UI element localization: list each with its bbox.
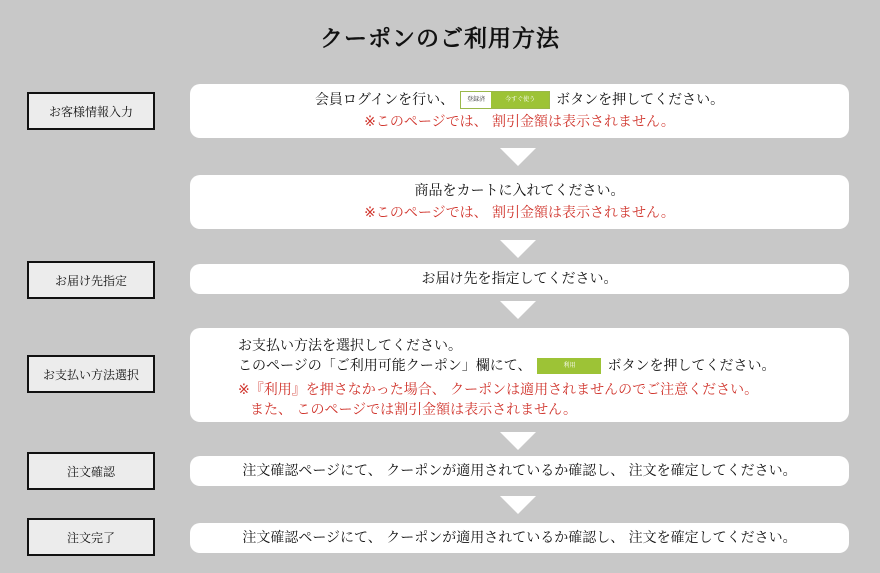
down-arrow-icon	[500, 432, 536, 450]
cart-instruction: 商品をカートに入れてください。	[414, 183, 625, 199]
down-arrow-icon	[500, 496, 536, 514]
confirm-instruction: 注文確認ページにて、 クーポンが適用されているか確認し、 注文を確定してください。	[242, 463, 797, 479]
step-box-cart	[190, 175, 849, 229]
step-box-complete	[190, 523, 849, 553]
use-button-image: 利用	[537, 358, 601, 374]
payment-note-2: また、 このページでは割引金額は表示されません。	[250, 402, 578, 418]
payment-instruction-1: お支払い方法を選択してください。	[238, 338, 462, 354]
down-arrow-icon	[500, 148, 536, 166]
login-text-post: ボタンを押してください。	[556, 92, 725, 108]
cart-note: ※このページでは、 割引金額は表示されません。	[364, 205, 675, 221]
payment-text-post: ボタンを押してください。	[607, 358, 776, 374]
use-now-button-right: 今すぐ使う	[491, 92, 549, 108]
page-title: クーポンのご利用方法	[320, 26, 560, 52]
step-label-delivery: お届け先指定	[27, 261, 155, 299]
step-box-delivery	[190, 264, 849, 294]
login-note: ※このページでは、 割引金額は表示されません。	[364, 114, 675, 130]
complete-instruction: 注文確認ページにて、 クーポンが適用されているか確認し、 注文を確定してください。	[242, 530, 797, 546]
login-instruction	[315, 89, 724, 111]
login-text-pre: 会員ログインを行い、	[314, 92, 455, 108]
payment-text-pre: このページの「ご利用可能クーポン」欄にて、	[238, 358, 532, 374]
down-arrow-icon	[500, 301, 536, 319]
step-box-confirm	[190, 456, 849, 486]
step-box-login	[190, 84, 849, 138]
down-arrow-icon	[500, 240, 536, 258]
step-label-payment: お支払い方法選択	[27, 355, 155, 393]
use-now-button-left: 登録済	[461, 92, 491, 108]
payment-instruction-2	[238, 356, 849, 376]
step-label-order-confirm: 注文確認	[27, 452, 155, 490]
step-label-customer-info: お客様情報入力	[27, 92, 155, 130]
step-box-payment	[190, 328, 849, 422]
use-now-button-image	[460, 91, 550, 109]
payment-note-1: ※『利用』を押さなかった場合、 クーポンは適用されませんのでご注意ください。	[238, 382, 759, 398]
delivery-instruction: お届け先を指定してください。	[421, 271, 618, 287]
step-label-order-complete: 注文完了	[27, 518, 155, 556]
